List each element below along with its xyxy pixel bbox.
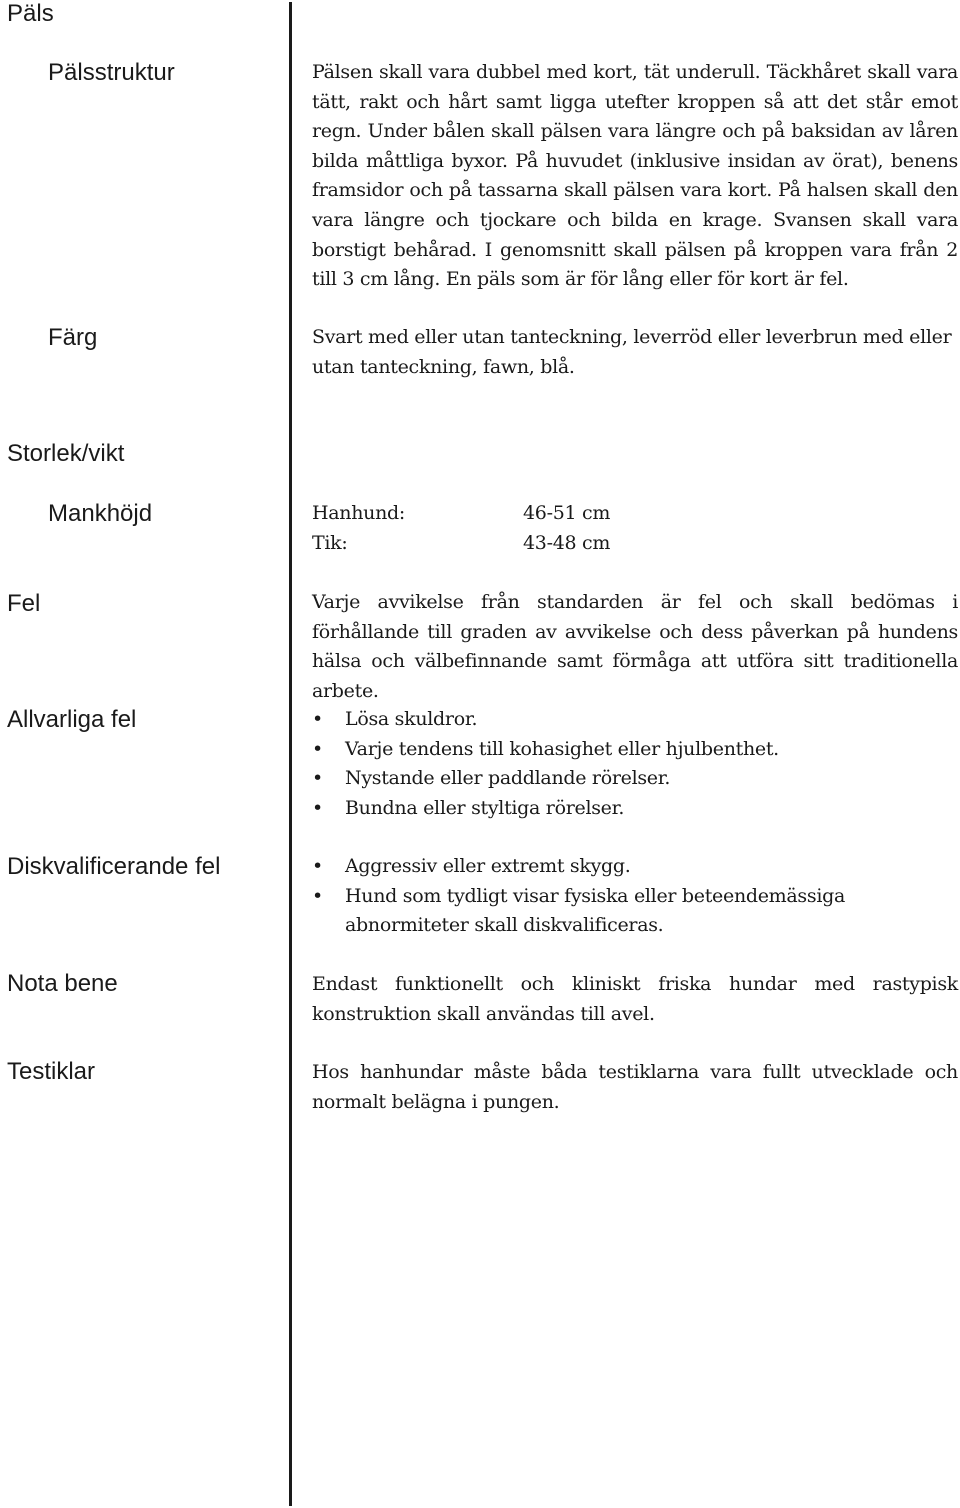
mankhojd-value: 46-51 cm <box>523 502 611 524</box>
list-item: • Hund som tydligt visar fysiska eller beteendemässiga abnormiteter skall diskvalificeras. <box>312 882 905 941</box>
mankhojd-table <box>312 499 958 558</box>
list-item: • Nystande eller paddlande rörelser. <box>312 764 958 794</box>
section-heading-storlek: Storlek/vikt <box>7 440 125 467</box>
section-heading-pals: Päls <box>7 0 54 27</box>
subheading-palsstruktur: Pälsstruktur <box>48 59 175 86</box>
list-item: • Bundna eller styltiga rörelser. <box>312 794 958 824</box>
list-item: • Aggressiv eller extremt skygg. <box>312 852 958 882</box>
section-heading-diskvalificerande-fel: Diskvalificerande fel <box>7 853 221 880</box>
allvarliga-fel-list <box>312 705 958 823</box>
palsstruktur-text: Pälsen skall vara dubbel med kort, tät underull. Täckhåret skall vara tätt, rakt och hårt samt ligga utefter kroppen så att det står emot regn. Under bålen skall pälsen vara längre och på baksidan av låren bilda måttliga byxor. På huvudet (inklusive insidan av örat), benens framsidor och på tassarna skall pälsen vara kort. På halsen skall den vara längre och tjockare och bilda en krage. Svansen skall vara borstigt behårad. I genomsnitt skall pälsen på kroppen vara från 2 till 3 cm lång. En päls som är för lång eller för kort är fel. <box>312 61 958 291</box>
subheading-farg: Färg <box>48 324 98 351</box>
nota-bene-text: Endast funktionellt och kliniskt friska hundar med rastypisk konstruktion skall användas till avel. <box>312 973 958 1025</box>
mankhojd-row <box>312 499 958 529</box>
section-heading-nota-bene: Nota bene <box>7 970 118 997</box>
diskvalificerande-fel-list <box>312 852 958 941</box>
mankhojd-value: 43-48 cm <box>523 531 611 554</box>
mankhojd-key: Hanhund: <box>312 502 406 524</box>
subheading-mankhojd: Mankhöjd <box>48 500 153 527</box>
mankhojd-key: Tik: <box>312 531 348 554</box>
testiklar-text: Hos hanhundar måste båda testiklarna vara fullt utvecklade och normalt belägna i pungen. <box>312 1061 958 1113</box>
section-heading-testiklar: Testiklar <box>7 1058 96 1085</box>
column-divider <box>289 2 292 1506</box>
mankhojd-row <box>312 529 958 559</box>
list-item: • Lösa skuldror. <box>312 705 958 735</box>
fel-text: Varje avvikelse från standarden är fel och skall bedömas i förhållande till graden av avvikelse och dess påverkan på hundens hälsa och välbefinnande samt förmåga att utföra sitt traditionella arbete. <box>312 591 958 702</box>
list-item: • Varje tendens till kohasighet eller hjulbenthet. <box>312 735 958 765</box>
farg-text: Svart med eller utan tanteckning, leverröd eller leverbrun med eller utan tanteckning, fawn, blå. <box>312 326 952 378</box>
section-heading-fel: Fel <box>7 590 41 617</box>
section-heading-allvarliga-fel: Allvarliga fel <box>7 706 137 733</box>
